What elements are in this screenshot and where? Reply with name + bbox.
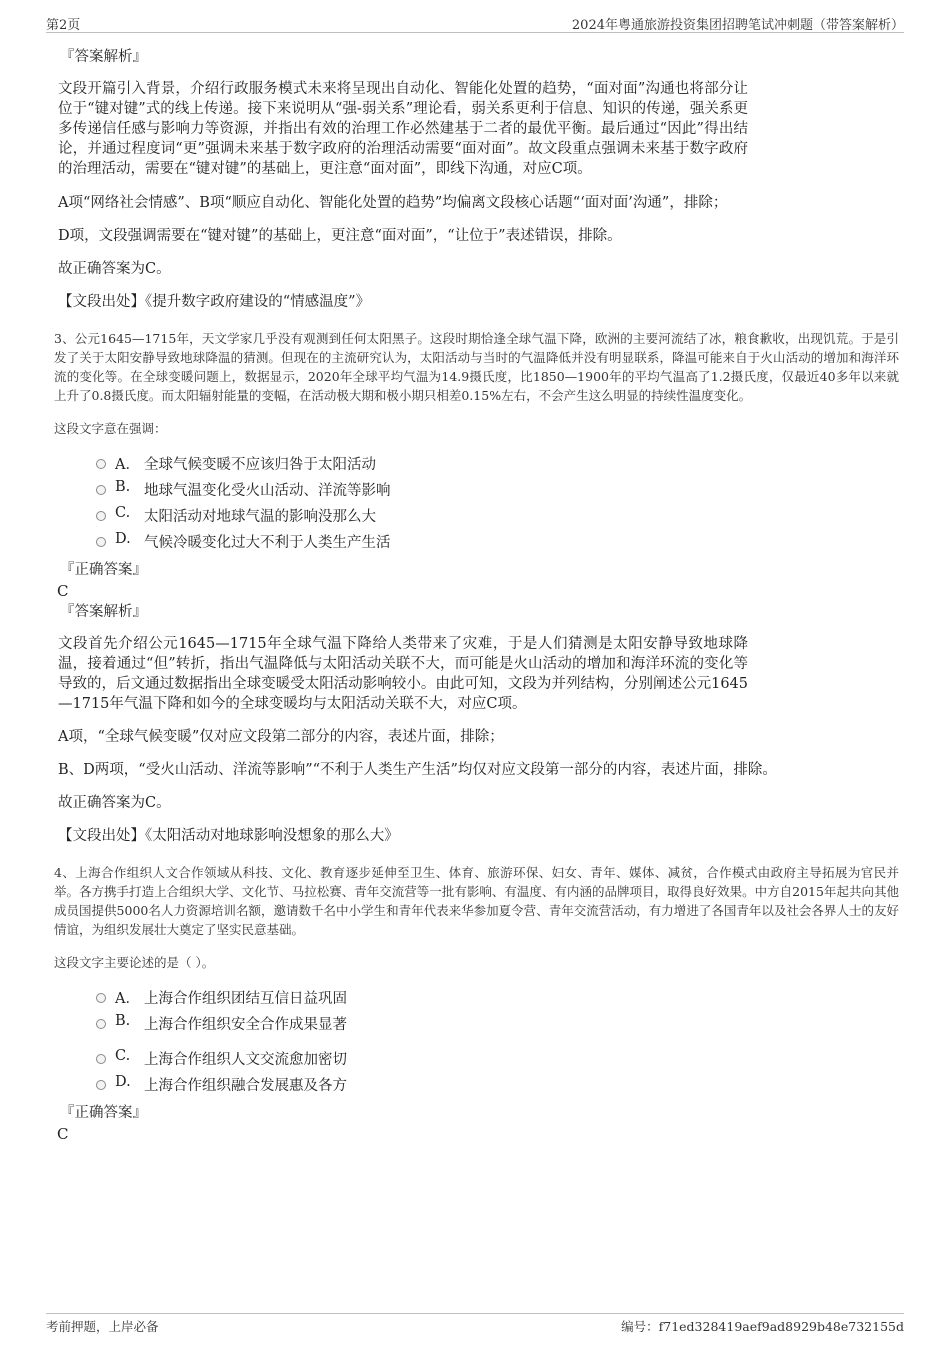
option-text: 上海合作组织团结互信日益巩固 [144, 991, 347, 1007]
analysis-heading: 『答案解析』 [60, 604, 147, 620]
option-a[interactable] [96, 451, 904, 477]
radio-button[interactable] [96, 993, 106, 1003]
footer-slogan: 考前押题，上岸必备 [46, 1319, 159, 1334]
question-4-stem: 4、上海合作组织人文合作领域从科技、文化、教育逐步延伸至卫生、体育、旅游环保、妇女、青年、媒体、减贫，合作模式由政府主导拓展为官民并举。各方携手打造上合组织大学、文化节、马拉松赛、青年交流营等一批有影响、有温度、有内涵的品牌项目，取得良好效果。中方自2015年起共向其他成员国提供5000名人力资源培训名额，邀请数千名中小学生和青年代表来华参加夏令营、青年交流营活动，有力增进了各国青年以及社会各界人士的友好情谊，为组织发展壮大奠定了坚实民意基础。 [54, 865, 899, 937]
option-text: 上海合作组织融合发展惠及各方 [144, 1078, 347, 1094]
option-b[interactable] [96, 1011, 904, 1037]
option-letter: C. [115, 505, 131, 521]
radio-button[interactable] [96, 1080, 106, 1090]
analysis-note-b-d: B、D两项，“受火山活动、洋流等影响”“不利于人类生产生活”均仅对应文段第一部分的内容，表述片面，排除。 [58, 762, 777, 778]
option-text: 上海合作组织安全合作成果显著 [144, 1017, 347, 1033]
question-3-prompt: 这段文字意在强调： [54, 421, 167, 436]
radio-button[interactable] [96, 511, 106, 521]
question-3-options [46, 451, 904, 555]
analysis-heading: 『答案解析』 [60, 49, 147, 65]
analysis-note-d: D项，文段强调需要在“键对键”的基础上，更注意“面对面”，“让位于”表述错误，排除。 [58, 228, 622, 244]
radio-button[interactable] [96, 537, 106, 547]
analysis-paragraph: 文段开篇引入背景，介绍行政服务模式未来将呈现出自动化、智能化处置的趋势，“面对面”沟通也将部分让位于“键对键”式的线上传递。接下来说明从“强-弱关系”理论看，弱关系更利于信息、知识的传递，强关系更多传递信任感与影响力等资源，并指出有效的治理工作必然建基于二者的最优平衡。最后通过“因此”得出结论，并通过程度词“更”强调未来基于数字政府的治理活动需要“面对面”。故文段重点强调未来基于数字政府的治理活动，需要在“键对键”的基础上，更注意“面对面”，即线下沟通，对应C项。 [58, 81, 748, 177]
option-d[interactable] [96, 1072, 904, 1098]
option-letter: A． [115, 457, 140, 473]
option-text: 上海合作组织人文交流愈加密切 [144, 1052, 347, 1068]
analysis-conclusion: 故正确答案为C。 [58, 261, 171, 277]
page-number: 第2页 [46, 18, 81, 33]
radio-button[interactable] [96, 459, 106, 469]
option-a[interactable] [96, 985, 904, 1011]
page-footer [46, 1313, 904, 1336]
option-letter: A． [115, 991, 140, 1007]
page-header [46, 12, 904, 33]
analysis-note-a-b: A项“网络社会情感”、B项“顺应自动化、智能化处置的趋势”均偏离文段核心话题“‘面对面’沟通”，排除； [58, 195, 728, 211]
document-code: 编号：f71ed328419aef9ad8929b48e732155d [621, 1319, 904, 1334]
option-text: 全球气候变暖不应该归咎于太阳活动 [144, 457, 376, 473]
option-c[interactable] [96, 503, 904, 529]
question-4-prompt: 这段文字主要论述的是（ ）。 [54, 955, 215, 970]
question-4-options [46, 985, 904, 1098]
question-3-stem: 3、公元1645—1715年，天文学家几乎没有观测到任何太阳黑子。这段时期恰逢全球气温下降，欧洲的主要河流结了冰，粮食歉收，出现饥荒。于是引发了关于太阳安静导致地球降温的猜测。但现在的主流研究认为，太阳活动与当时的气温降低并没有明显联系，降温可能来自于火山活动的增加和海洋环流的变化等。在全球变暖问题上，数据显示，2020年全球平均气温为14.9摄氏度，比1850—1900年的平均气温高了1.2摄氏度，仅最近40多年以来就上升了0.8摄氏度。而太阳辐射能量的变幅，在活动极大期和极小期只相差0.15%左右，不会产生这么明显的持续性温度变化。 [54, 331, 899, 403]
option-d[interactable] [96, 529, 904, 555]
correct-answer-heading: 『正确答案』 [60, 562, 147, 578]
radio-button[interactable] [96, 485, 106, 495]
correct-answer: C [57, 1125, 69, 1143]
correct-answer: C [57, 582, 69, 600]
radio-button[interactable] [96, 1019, 106, 1029]
analysis-paragraph: 文段首先介绍公元1645—1715年全球气温下降给人类带来了灾难，于是人们猜测是太阳安静导致地球降温，接着通过“但”转折，指出气温降低与太阳活动关联不大，而可能是火山活动的增加和海洋环流的变化等导致的，后文通过数据指出全球变暖受太阳活动影响较小。由此可知，文段为并列结构，分别阐述公元1645—1715年气温下降和如今的全球变暖均与太阳活动关联不大，对应C项。 [58, 636, 748, 712]
option-letter: D. [115, 1074, 131, 1090]
option-letter: B. [115, 479, 131, 495]
option-letter: D. [115, 531, 131, 547]
radio-button[interactable] [96, 1054, 106, 1064]
option-letter: B. [115, 1013, 131, 1029]
option-letter: C. [115, 1048, 131, 1064]
analysis-conclusion: 故正确答案为C。 [58, 795, 171, 811]
option-text: 太阳活动对地球气温的影响没那么大 [144, 509, 376, 525]
page-content [46, 40, 904, 1144]
passage-source: 【文段出处】《太阳活动对地球影响没想象的那么大》 [58, 828, 399, 844]
option-c[interactable] [96, 1046, 904, 1072]
option-text: 地球气温变化受火山活动、洋流等影响 [144, 483, 391, 499]
passage-source: 【文段出处】《提升数字政府建设的“情感温度”》 [58, 294, 371, 310]
option-b[interactable] [96, 477, 904, 503]
correct-answer-heading: 『正确答案』 [60, 1105, 147, 1121]
analysis-note-a: A项，“全球气候变暖”仅对应文段第二部分的内容，表述片面，排除； [58, 729, 504, 745]
document-title: 2024年粤通旅游投资集团招聘笔试冲刺题（带答案解析） [571, 18, 904, 33]
option-text: 气候冷暖变化过大不利于人类生产生活 [144, 535, 391, 551]
